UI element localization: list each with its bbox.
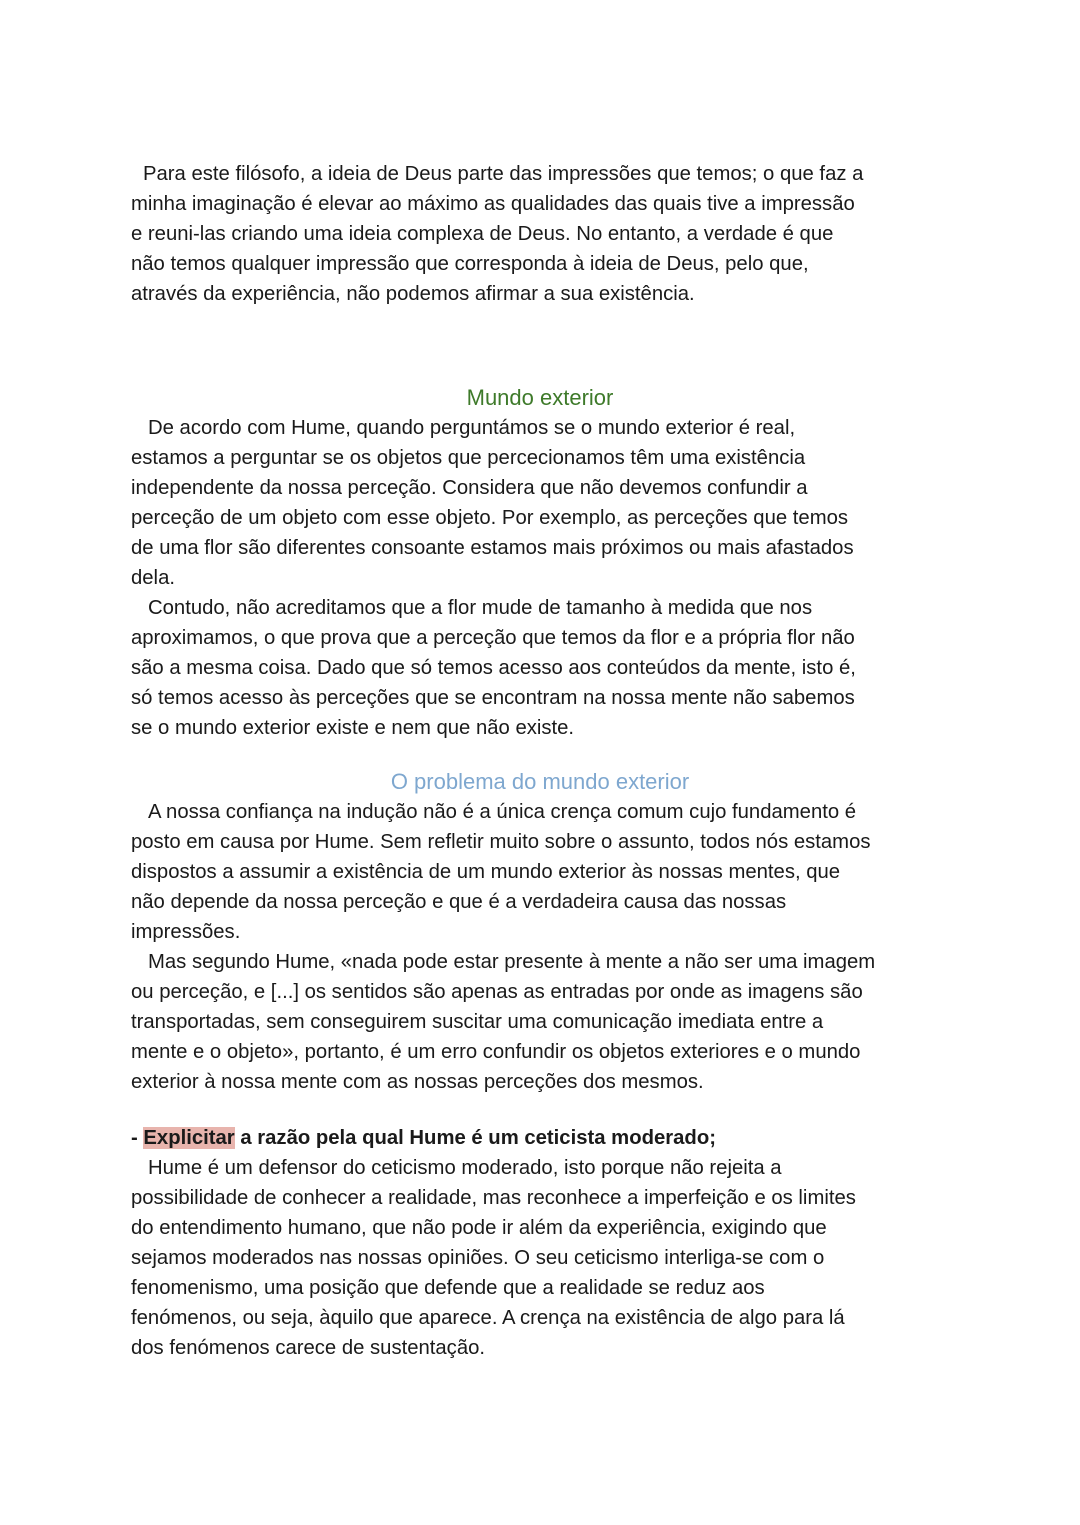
text-line: transportadas, sem conseguirem suscitar uma comunicação imediata entre a <box>131 1011 824 1033</box>
text-line: exterior à nossa mente com as nossas perceções dos mesmos. <box>131 1071 704 1093</box>
text-line: sejamos moderados nas nossas opiniões. O seu ceticismo interliga-se com o <box>131 1247 825 1269</box>
text-line: dos fenómenos carece de sustentação. <box>131 1337 486 1359</box>
text-line: ou perceção, e [...] os sentidos são apenas as entradas por onde as imagens são <box>131 981 863 1003</box>
text-line: Mas segundo Hume, «nada pode estar presente à mente a não ser uma imagem <box>148 951 876 973</box>
highlighted-word: Explicitar <box>143 1127 235 1149</box>
text-line: Hume é um defensor do ceticismo moderado, isto porque não rejeita a <box>148 1157 782 1179</box>
text-line: não depende da nossa perceção e que é a verdadeira causa das nossas <box>131 891 787 913</box>
text-line: não temos qualquer impressão que corresponda à ideia de Deus, pelo que, <box>131 253 809 275</box>
text-line: A nossa confiança na indução não é a única crença comum cujo fundamento é <box>148 801 857 823</box>
text-line: posto em causa por Hume. Sem refletir muito sobre o assunto, todos nós estamos <box>131 831 871 853</box>
paragraph-problem-2 <box>131 947 961 1097</box>
question-prefix: - <box>131 1127 144 1149</box>
text-line: impressões. <box>131 921 241 943</box>
paragraph-external-world-2 <box>131 593 961 743</box>
text-line: fenómenos, ou seja, àquilo que aparece. A crença na existência de algo para lá <box>131 1307 845 1329</box>
text-line: dela. <box>131 567 175 589</box>
text-line: perceção de um objeto com esse objeto. Por exemplo, as perceções que temos <box>131 507 849 529</box>
question-line <box>131 1123 961 1153</box>
text-line: independente da nossa perceção. Considera que não devemos confundir a <box>131 477 808 499</box>
text-line: Contudo, não acreditamos que a flor mude de tamanho à medida que nos <box>148 597 813 619</box>
paragraph-moderate-skepticism <box>131 1153 961 1363</box>
text-line: estamos a perguntar se os objetos que percecionamos têm uma existência <box>131 447 806 469</box>
text-line: mente e o objeto», portanto, é um erro confundir os objetos exteriores e o mundo <box>131 1041 861 1063</box>
text-line: só temos acesso às perceções que se encontram na nossa mente não sabemos <box>131 687 855 709</box>
text-line: minha imaginação é elevar ao máximo as qualidades das quais tive a impressão <box>131 193 855 215</box>
text-line: aproximamos, o que prova que a perceção que temos da flor e a própria flor não <box>131 627 855 649</box>
heading-mundo-exterior: Mundo exterior <box>466 385 614 410</box>
text-line: fenomenismo, uma posição que defende que a realidade se reduz aos <box>131 1277 765 1299</box>
text-line: De acordo com Hume, quando perguntámos se o mundo exterior é real, <box>148 417 796 439</box>
text-line: através da experiência, não podemos afirmar a sua existência. <box>131 283 695 305</box>
text-line: são a mesma coisa. Dado que só temos acesso aos conteúdos da mente, isto é, <box>131 657 856 679</box>
text-line: se o mundo exterior existe e nem que não existe. <box>131 717 575 739</box>
text-line: de uma flor são diferentes consoante estamos mais próximos ou mais afastados <box>131 537 854 559</box>
heading-problema-mundo-exterior: O problema do mundo exterior <box>390 769 690 794</box>
text-line: e reuni-las criando uma ideia complexa de Deus. No entanto, a verdade é que <box>131 223 834 245</box>
question-text: a razão pela qual Hume é um ceticista moderado; <box>234 1127 716 1149</box>
text-line: do entendimento humano, que não pode ir além da experiência, exigindo que <box>131 1217 827 1239</box>
text-line: possibilidade de conhecer a realidade, mas reconhece a imperfeição e os limites <box>131 1187 856 1209</box>
paragraph-external-world-1 <box>131 413 961 593</box>
paragraph-problem-1 <box>131 797 961 947</box>
paragraph-god-idea <box>131 159 961 309</box>
text-line: dispostos a assumir a existência de um mundo exterior às nossas mentes, que <box>131 861 841 883</box>
text-line: Para este filósofo, a ideia de Deus parte das impressões que temos; o que faz a <box>143 163 864 185</box>
